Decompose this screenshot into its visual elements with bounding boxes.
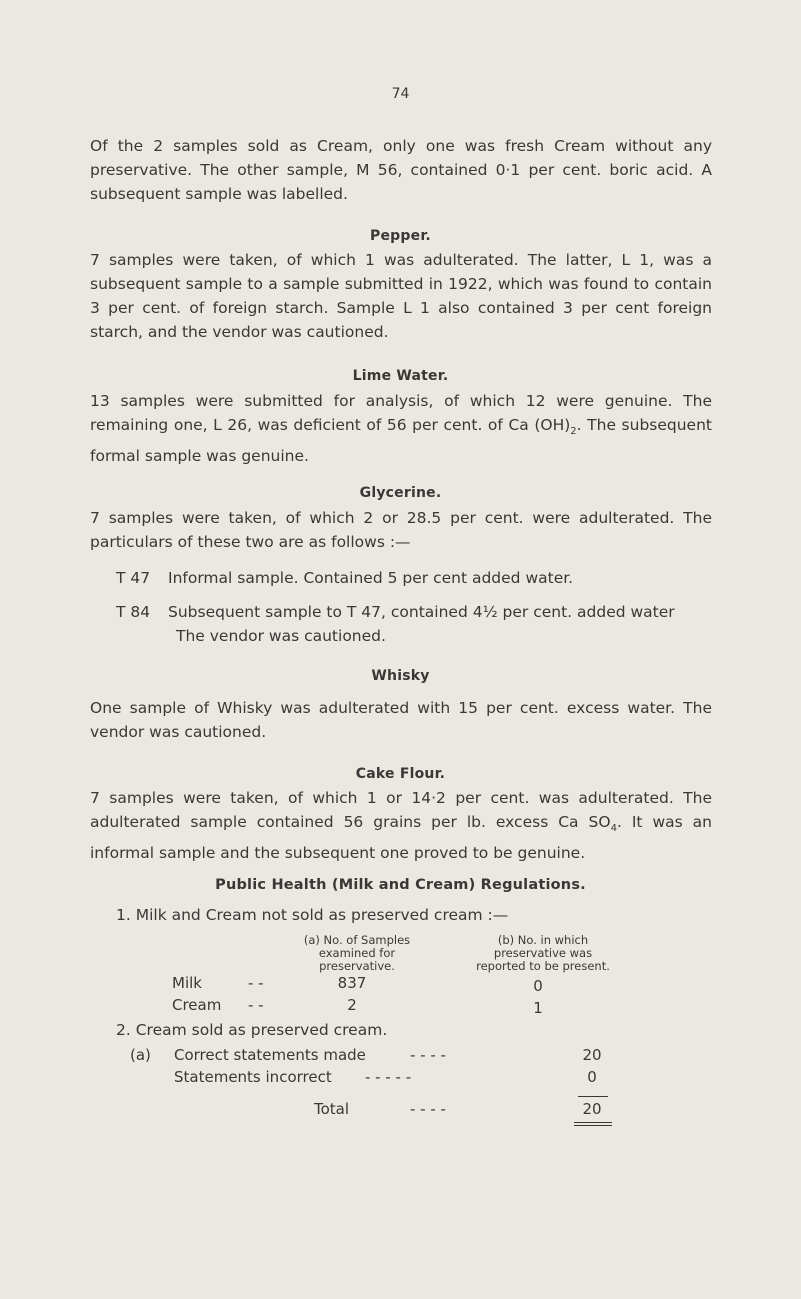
regulations-heading: Public Health (Milk and Cream) Regulations. (215, 877, 586, 893)
glycerine-entry-t84 (116, 600, 675, 624)
row-dashes: - - (248, 974, 264, 992)
row-value-a: 837 (337, 974, 367, 992)
total-rule (578, 1096, 608, 1097)
page-number: 74 (391, 86, 410, 102)
cake-flour-heading: Cake Flour. (355, 766, 446, 782)
pepper-paragraph: 7 samples were taken, of which 1 was adulterated. The latter, L 1, was a subsequent sample to a sample submitted in 1922, which was found to contain 3 per cent. of foreign starch. Sample L 1 also contained 3 per cent foreign starch, and the vendor was cautioned. (90, 251, 712, 341)
row-label: Milk (172, 974, 202, 992)
lime-water-text-b: . The subsequent formal sample was genuine. (90, 416, 712, 466)
row-value-b: 0 (533, 977, 543, 995)
row-dashes: - - (248, 996, 264, 1014)
line-value: 20 (582, 1046, 602, 1064)
line-label: Statements incorrect (174, 1068, 332, 1086)
whisky-paragraph: One sample of Whisky was adulterated with 15 per cent. excess water. The vendor was cautioned. (90, 699, 712, 741)
lime-water-paragraph (90, 389, 712, 468)
entry-text: Informal sample. Contained 5 per cent added water. (168, 569, 574, 587)
column-b-line-2: preservative was (493, 946, 593, 960)
entry-code: T 84 (116, 603, 151, 621)
cake-flour-paragraph (90, 786, 712, 865)
regulations-item-1: 1. Milk and Cream not sold as preserved cream :— (116, 906, 509, 924)
total-dashes: - - - - (410, 1100, 446, 1118)
pepper-heading: Pepper. (370, 228, 431, 244)
column-b-line-3: reported to be present. (476, 959, 610, 973)
lime-water-heading: Lime Water. (352, 368, 449, 384)
total-double-rule-bottom (574, 1125, 612, 1126)
lime-water-text-a: 13 samples were submitted for analysis, of which 12 were genuine. The remaining one, L 26, was deficient of 56 per cent. of Ca (OH) (90, 392, 712, 434)
row-value-a: 2 (347, 996, 357, 1014)
entry-text: Subsequent sample to T 47, contained 4½ per cent. added water (168, 603, 675, 621)
glycerine-paragraph: 7 samples were taken, of which 2 or 28.5 per cent. were adulterated. The particulars of these two are as follows :— (90, 509, 712, 551)
line-dashes: - - - - - (365, 1068, 412, 1086)
row-label: Cream (172, 996, 222, 1014)
line-label: Correct statements made (174, 1046, 366, 1064)
lime-water-subscript: 2 (570, 426, 577, 438)
row-value-b: 1 (533, 999, 543, 1017)
column-a-header (282, 934, 432, 973)
total-value: 20 (582, 1100, 602, 1118)
column-a-line-2: examined for (318, 946, 396, 960)
line-dashes: - - - - (410, 1046, 446, 1064)
line-prefix: (a) (130, 1046, 151, 1064)
total-label: Total (314, 1100, 350, 1118)
cream-intro-paragraph: Of the 2 samples sold as Cream, only one was fresh Cream without any preservative. The other sample, M 56, contained 0·1 per cent. boric acid. A subsequent sample was labelled. (90, 137, 712, 203)
column-a-line-3: preservative. (319, 959, 395, 973)
entry-code: T 47 (116, 569, 151, 587)
glycerine-entry-t47 (116, 566, 573, 590)
column-b-line-1: (b) No. in which (497, 933, 589, 947)
glycerine-heading: Glycerine. (359, 485, 442, 501)
column-a-line-1: (a) No. of Samples (303, 933, 411, 947)
cake-flour-subscript: 4 (610, 823, 617, 835)
cake-flour-text-a: 7 samples were taken, of which 1 or 14·2 per cent. was adulterated. The adulterated sample contained 56 grains per lb. excess Ca SO (90, 789, 712, 831)
cake-flour-text-b: . It was an informal sample and the subsequent one proved to be genuine. (90, 813, 713, 863)
total-double-rule-top (574, 1122, 612, 1123)
whisky-heading: Whisky (371, 668, 430, 684)
column-b-header (458, 934, 628, 973)
regulations-item-2: 2. Cream sold as preserved cream. (116, 1021, 388, 1039)
glycerine-entry-continuation: The vendor was cautioned. (176, 627, 386, 645)
line-value: 0 (587, 1068, 597, 1086)
